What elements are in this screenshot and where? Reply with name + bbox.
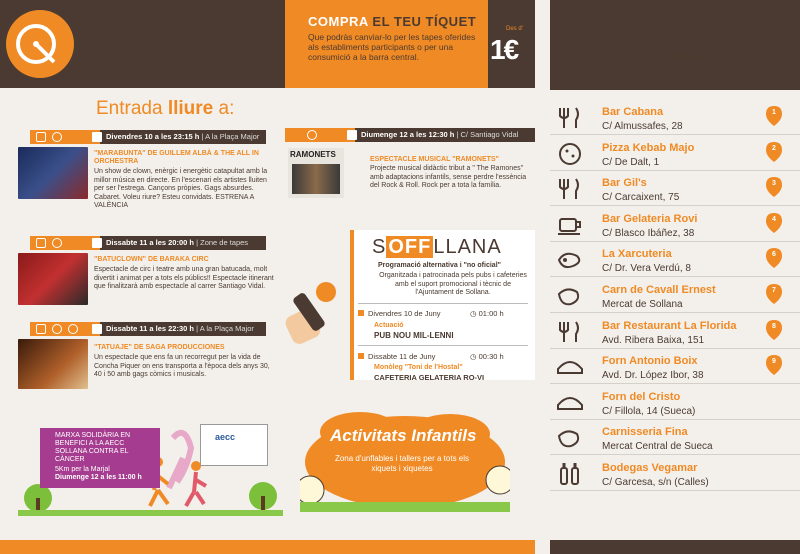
theater-mask-icon [36,324,46,334]
calendar-icon [347,130,357,140]
marxa-detail [55,466,142,482]
theater-mask-icon [36,238,46,248]
footer-bar-right [550,540,800,554]
meat-icon [556,426,584,450]
local-address: Mercat Central de Sueca [602,441,713,453]
local-address: C/ Almussafes, 28 [602,121,683,132]
event-bar [285,128,535,142]
event-date: Dissabte 11 a les 22:30 h [106,324,194,333]
bullet-square [358,353,364,359]
soff-day: Divendres 10 de Juny [368,309,441,318]
soff-venue: PUB NOU MIL-LENNI [374,331,454,340]
schedule-line: Divendres 10 de 20:00 h a 00:30 h [98,45,206,52]
bullet-square [358,310,364,316]
soff-row-time: ◷ 01:00 h [470,309,504,318]
map-pin-number: 2 [772,144,776,152]
soff-text: Organitzada i patrocinada pels pubs i cafeteries amb el suport promocional i tècnic de l'Ajuntament de Sollana. [379,272,527,296]
event-bar [30,322,266,336]
local-address: Avd. Ribera Baixa, 151 [602,334,705,346]
music-note-icon [307,130,317,140]
soff-act: Monòleg "Toni de l'Hostal" [374,364,463,371]
event-desc: Projecte musical didàctic tribut a " The Ramones" amb adaptacions infantils, sense perdre l'essència del Rock & Roll. Rock per a tota la família. [370,165,527,189]
local-address: C/ Carcaixent, 75 [602,192,680,204]
meat-icon [556,284,584,308]
soff-row-time: ◷ 00:30 h [470,352,504,361]
local-name: Bar Gil's [602,177,647,190]
local-address: C/ Garcesa, s/n (Calles) [602,477,709,488]
aecc-logo [200,424,268,466]
entrada-c: a: [218,98,235,119]
event-photo [18,147,88,199]
event-place: | A la Plaça Major [201,132,260,141]
local-name: La Xarcuteria [602,248,672,261]
divider [358,345,528,346]
ticket-title [308,14,476,29]
pizza-icon [556,142,584,166]
aecc-logo-text: aecc [215,432,236,442]
schedule-line: Dissabte 11 Vesprada de 19:00 h a 00:30 h [98,65,233,72]
footer-bar [0,540,535,554]
soff-row-date [358,352,435,361]
schedule-line: Diumenge 12 d' 11:00 h a 16:00 h [98,75,203,82]
calendar-icon [92,238,102,248]
local-name: Bar Gelateria Rovi [602,212,698,225]
soff-venue: CAFETERIA GELATERIA RO-VI [374,373,485,382]
event-title: "BATUCLOWN" DE BARAKA CIRC [94,256,209,263]
soff-act: Actuació [374,322,404,329]
event-icons [285,128,355,142]
soff-time: 01:00 h [478,309,504,318]
local-address: Mercat de Sollana [602,299,683,310]
event-date: Dissabte 11 a les 20:00 h [106,238,194,247]
soff-time: 00:30 h [478,352,504,361]
local-name: Bar Restaurant La Florida [602,319,737,332]
schedule-title: Horari de la [98,11,161,25]
ticket-des-de: Des d' [506,26,523,32]
schedule-line: Dissabte 11 Matí d' 11:00 h a 16:00 h [98,55,214,62]
schedule-title-zone: ZONA DE TAPES [98,26,225,43]
map-pin-number: 9 [772,358,776,366]
event-date: Diumenge 12 a les 12:30 h [361,130,455,139]
map-pin-number: 6 [772,251,776,259]
theater-mask-icon [36,132,46,142]
local-address: C/ Blasco Ibáñez, 38 [602,227,695,239]
bread-icon [556,355,584,379]
event-photo [18,339,88,389]
cutlery-icon [556,320,584,344]
soff-logo [372,236,502,259]
event-icons [30,236,100,250]
event-desc: Un show de clown, enèrgic i energètic catapultat amb la millor música en directe. En l'escenari els artistes lluiten per ser l'estrega. Cançons pròpies. Gags absurdes. Cabaret. Voleu riure? Esteu convidats. ESTRENA A VALÈNCIA [94,168,268,209]
cutlery-icon [556,106,584,130]
music-note-icon [52,238,62,248]
local-name: Bar Cabana [602,106,664,118]
local-address: C/ Dr. Vera Verdú, 8 [602,263,691,275]
wine-bottles-icon [556,462,584,486]
event-desc: Espectacle de circ i teatre amb una gran batucada, molt divertit i animat per a tots els públics!! Espectacle itinerant que finalitzarà amb espectacle al carrer Santiago Vidal. [94,266,274,290]
locals-header-line2: JORNADES GASTRONÒMIQUES [568,52,731,63]
event-place: | A la Plaça Major [196,324,254,333]
local-address: C/ Fillola, 14 (Sueca) [602,405,696,417]
ticket-text: Que podràs canviar-lo per les tapes oferides als establiments participants o per una consumició a la barra central. [308,32,476,62]
event-bar [30,236,266,250]
event-photo [288,148,344,198]
soff-subtitle: Programació alternativa i "no oficial" [378,262,501,269]
band-name: RAMONETS [290,150,336,159]
event-photo [18,253,88,305]
soff-day: Dissabte 11 de Juny [368,352,436,361]
local-address: Avd. Dr. López Ibor, 38 [602,370,704,382]
event-title: "TATUAJE" DE SAGA PRODUCCIONES [94,344,225,351]
map-pin-number: 3 [772,180,776,188]
coffee-cup-icon [556,213,584,237]
local-name: Forn del Cristo [602,390,681,403]
event-title: ESPECTACLE MUSICAL "RAMONETS" [370,156,499,163]
activitats-text: Zona d'unflables i tallers per a tots els xiquets i xiquetes [334,454,470,473]
event-place: | C/ Santiago Vidal [456,130,519,139]
microphone-icon [68,324,78,334]
local-address: C/ De Dalt, 1 [602,156,660,168]
local-name: Pizza Kebab Majo [602,141,695,154]
map-pin-number: 1 [772,109,776,116]
ticket-title-a: COMPRA [308,14,369,29]
clock-icon [6,10,74,78]
local-name: Carn de Cavall Ernest [602,284,716,296]
soff-logo-b: OFF [388,236,432,258]
entrada-b: lliure [167,98,214,119]
local-name: Carnisseria Fina [602,426,688,439]
map-pin-number: 4 [772,215,776,223]
locals-header-line1: LOCALS PARTICIPANTS [568,38,703,50]
bread-icon [556,391,584,415]
band-illustration [292,164,340,194]
marxa-distance: 5Km per la Marjal [55,466,110,473]
ticket-title-b: EL TEU TÍQUET [372,14,477,29]
microphone-hand-icon [282,282,352,354]
activitats-title: Activitats Infantils [330,426,477,445]
event-desc: Un espectacle que ens fa un recorregut per la vida de Concha Piquer on ens transporta a l'època dels anys 30, 40 i 50 amb gags còmics i musicals. [94,354,270,378]
ham-icon [556,248,584,272]
event-icons [30,322,100,336]
local-name: Bodegas Vegamar [602,462,698,474]
entrada-a: Entrada [96,98,163,119]
calendar-icon [92,132,102,142]
music-note-icon [52,324,62,334]
event-place: | Zone de tapes [196,238,249,247]
cutlery-icon [556,177,584,201]
event-title: "MARABUNTA" DE GUILLEM ALBÀ & THE ALL IN ORCHESTRA [94,150,259,165]
map-pin-number: 7 [772,287,776,294]
event-bar [30,130,266,144]
map-pin-number: 8 [772,322,776,330]
soff-logo-c: LLANA [433,236,502,258]
ticket-price: 1€ [490,34,518,65]
event-date: Divendres 10 a les 23:15 h [106,132,200,141]
calendar-icon [92,324,102,334]
event-icons [30,130,100,144]
marxa-date: Diumenge 12 a les 11:00 h [55,474,142,481]
divider [358,303,528,304]
local-name: Forn Antonio Boix [602,355,698,368]
marxa-title: MARXA SOLIDÀRIA EN BENEFICI A LA AECC SOLLANA CONTRA EL CÀNCER [55,432,131,463]
soff-logo-a: S [372,236,387,258]
soff-row-date [358,309,441,318]
entrada-heading [96,98,234,120]
music-note-icon [52,132,62,142]
